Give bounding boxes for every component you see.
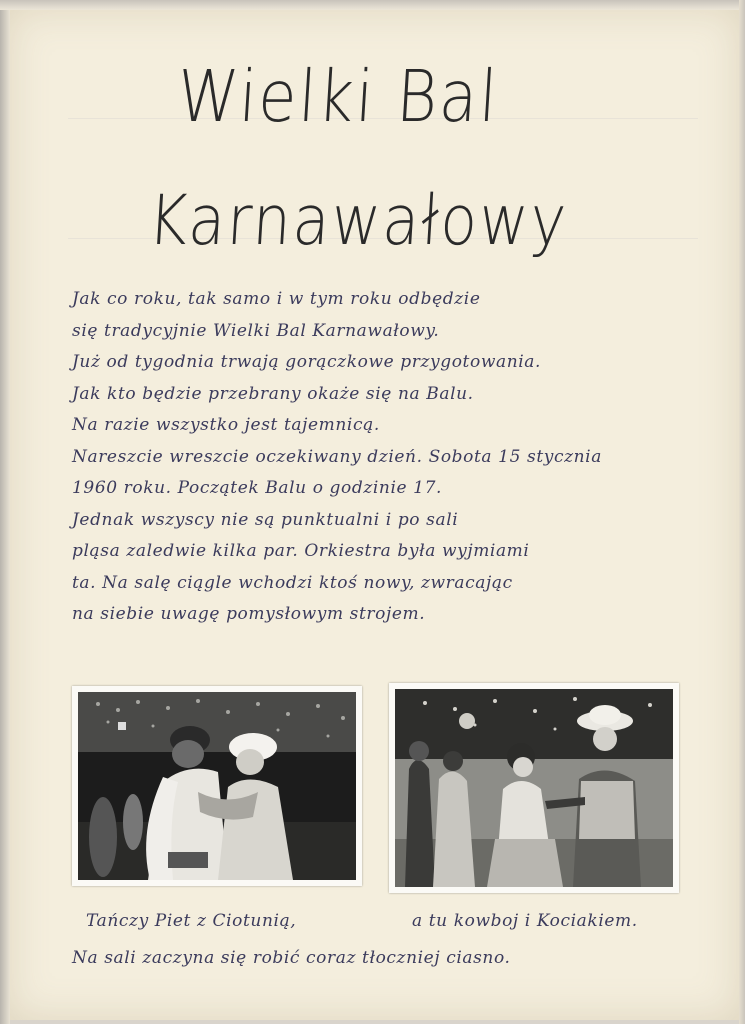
body-line: pląsa zaledwie kilka par. Orkiestra była wyjmiami bbox=[72, 541, 530, 561]
album-page bbox=[8, 8, 740, 1020]
body-line: Już od tygodnia trwają gorączkowe przygotowania. bbox=[72, 352, 542, 372]
page-title-line1: Wielki Bal bbox=[174, 54, 502, 139]
dancing-couple-costumes-photo bbox=[78, 692, 356, 880]
photo-dancing-couple bbox=[72, 686, 362, 886]
page-right-edge bbox=[739, 0, 745, 1024]
photo-cowboy-couple bbox=[389, 683, 679, 893]
body-line: 1960 roku. Początek Balu o godzinie 17. bbox=[72, 478, 443, 498]
body-line: Jak kto będzie przebrany okaże się na Balu. bbox=[72, 383, 474, 404]
body-line: na siebie uwagę pomysłowym strojem. bbox=[72, 604, 426, 624]
caption-right-photo: a tu kowboj i Kociakiem. bbox=[412, 911, 638, 931]
body-line: Jak co roku, tak samo i w tym roku odbędzie bbox=[72, 289, 481, 309]
handwritten-body-text bbox=[72, 284, 692, 631]
page-top-edge bbox=[0, 0, 745, 10]
body-line: Na razie wszystko jest tajemnicą. bbox=[72, 415, 380, 435]
page-title-line2: Karnawałowy bbox=[145, 180, 571, 262]
body-line: ta. Na salę ciągle wchodzi ktoś nowy, zwracając bbox=[72, 572, 513, 593]
cowboy-dancing-couple-photo bbox=[395, 689, 673, 887]
body-line: Jednak wszyscy nie są punktualni i po sali bbox=[72, 509, 459, 530]
caption-left-photo: Tańczy Piet z Ciotunią, bbox=[86, 911, 297, 931]
caption-bottom-line: Na sali zaczyna się robić coraz tłoczniej ciasno. bbox=[72, 948, 511, 968]
body-line: się tradycyjnie Wielki Bal Karnawałowy. bbox=[72, 320, 440, 341]
page-left-edge bbox=[0, 0, 10, 1024]
body-line: Nareszcie wreszcie oczekiwany dzień. Sobota 15 stycznia bbox=[72, 446, 602, 467]
